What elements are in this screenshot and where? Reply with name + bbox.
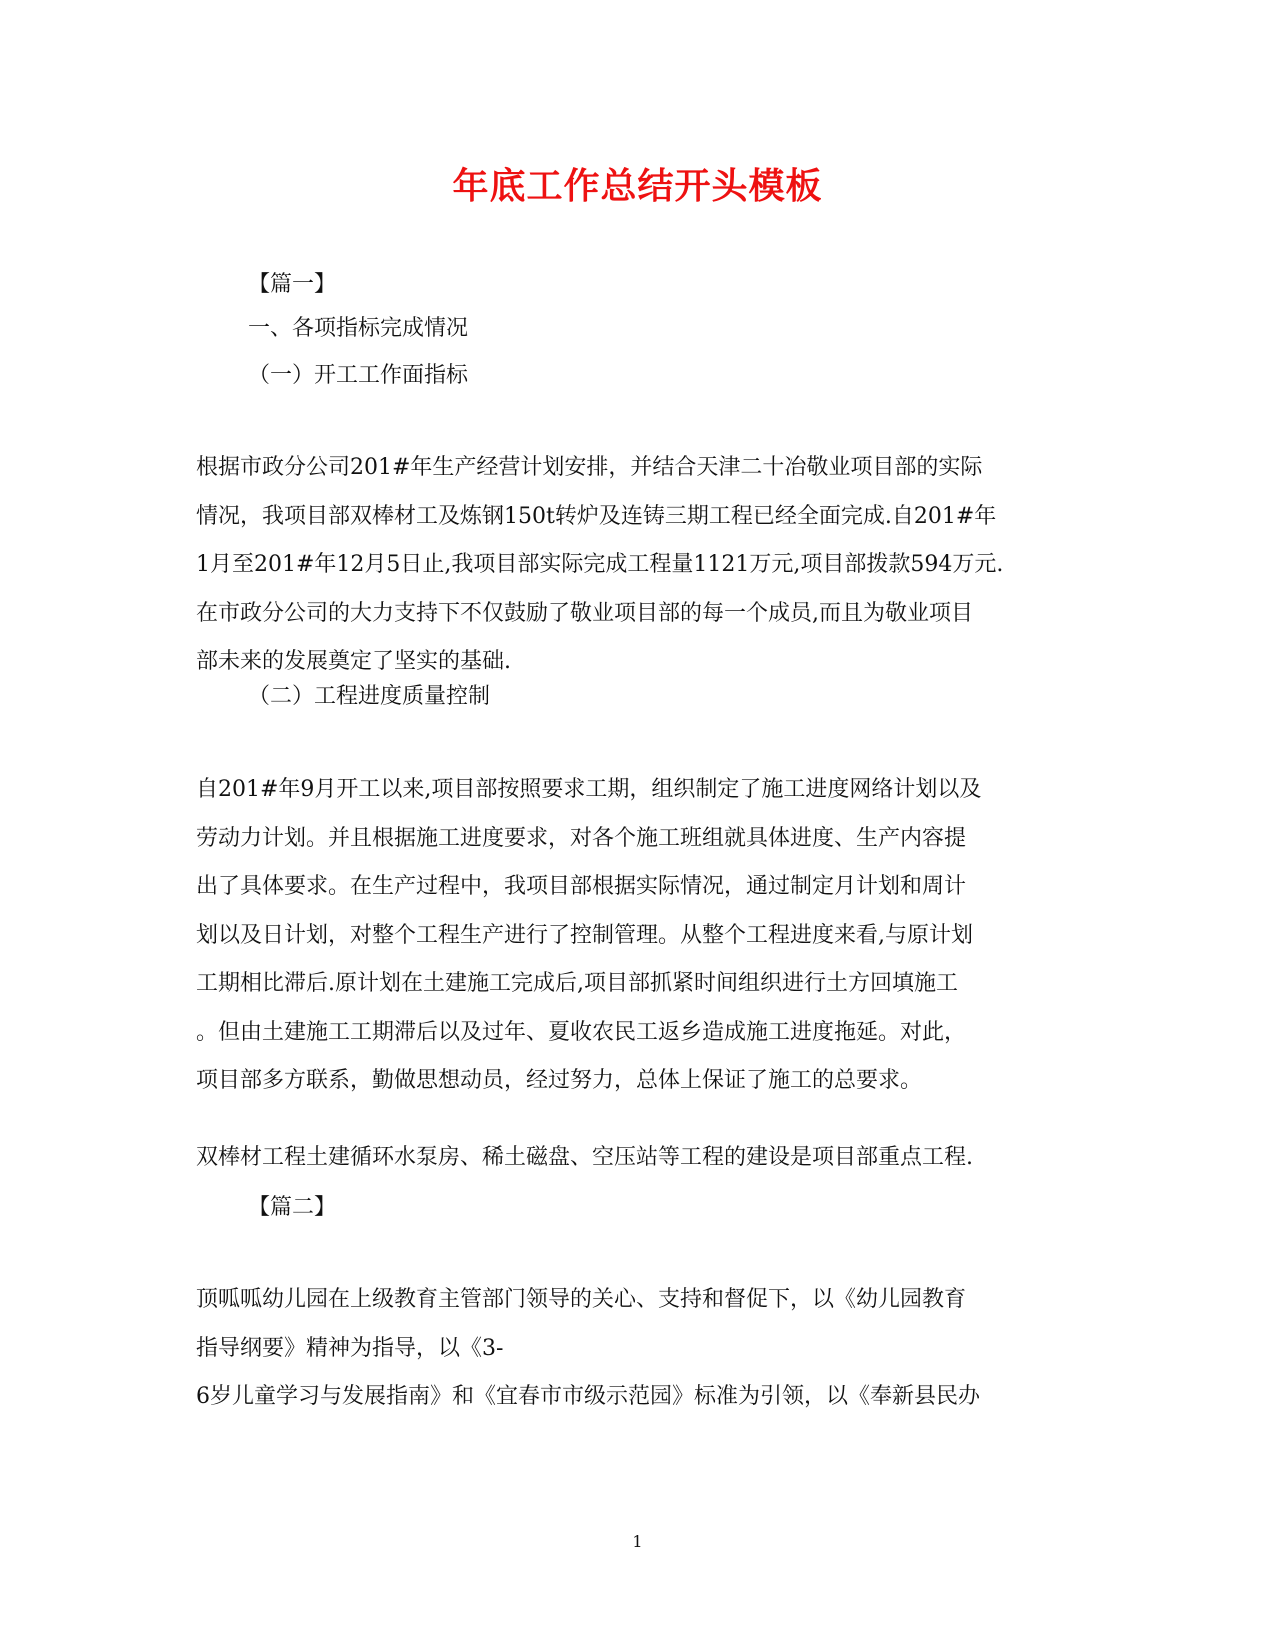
paragraph-line: 出了具体要求。在生产过程中，我项目部根据实际情况，通过制定月计划和周计: [196, 874, 967, 899]
section-heading-part-one: 【篇一】: [248, 272, 337, 297]
paragraph-line: 自201#年9月开工以来,项目部按照要求工期，组织制定了施工进度网络计划以及: [196, 777, 982, 802]
paragraph-line: 顶呱呱幼儿园在上级教育主管部门领导的关心、支持和督促下，以《幼儿园教育: [196, 1287, 967, 1312]
page-number: 1: [632, 1532, 643, 1551]
paragraph-line: 情况，我项目部双棒材工及炼钢150t转炉及连铸三期工程已经全面完成.自201#年: [196, 503, 997, 529]
paragraph-line: 双棒材工程土建循环水泵房、稀土磁盘、空压站等工程的建设是项目部重点工程.: [196, 1145, 973, 1170]
paragraph-line: 项目部多方联系，勤做思想动员，经过努力，总体上保证了施工的总要求。: [196, 1068, 923, 1093]
paragraph-1: [196, 444, 1096, 687]
subheading-progress-quality: （二）工程进度质量控制: [248, 684, 491, 709]
paragraph-2: [196, 766, 1096, 1106]
paragraph-line: 指导纲要》精神为指导，以《3-: [196, 1335, 504, 1361]
paragraph-line: 6岁儿童学习与发展指南》和《宜春市市级示范园》标准为引领，以《奉新县民办: [196, 1384, 980, 1409]
paragraph-3: [196, 1134, 1096, 1183]
paragraph-line: 劳动力计划。并且根据施工进度要求，对各个施工班组就具体进度、生产内容提: [196, 825, 967, 851]
document-title: 年底工作总结开头模板: [452, 166, 823, 207]
paragraph-4: [196, 1276, 1096, 1422]
paragraph-line: 部未来的发展奠定了坚实的基础.: [196, 649, 511, 674]
paragraph-line: 划以及日计划，对整个工程生产进行了控制管理。从整个工程进度来看,与原计划: [196, 922, 973, 948]
paragraph-line: 1月至201#年12月5日止,我项目部实际完成工程量1121万元,项目部拨款594万元.: [196, 552, 1004, 577]
section-heading-part-two: 【篇二】: [248, 1195, 337, 1220]
heading-indicators: 一、各项指标完成情况: [248, 316, 469, 341]
paragraph-line: 工期相比滞后.原计划在土建施工完成后,项目部抓紧时间组织进行土方回填施工: [196, 971, 958, 996]
paragraph-line: 根据市政分公司201#年生产经营计划安排，并结合天津二十冶敬业项目部的实际: [196, 455, 983, 480]
paragraph-line: 在市政分公司的大力支持下不仅鼓励了敬业项目部的每一个成员,而且为敬业项目: [196, 600, 973, 626]
paragraph-line: 。但由土建施工工期滞后以及过年、夏收农民工返乡造成施工进度拖延。对此，: [196, 1019, 967, 1045]
subheading-work-face: （一）开工工作面指标: [248, 363, 469, 388]
